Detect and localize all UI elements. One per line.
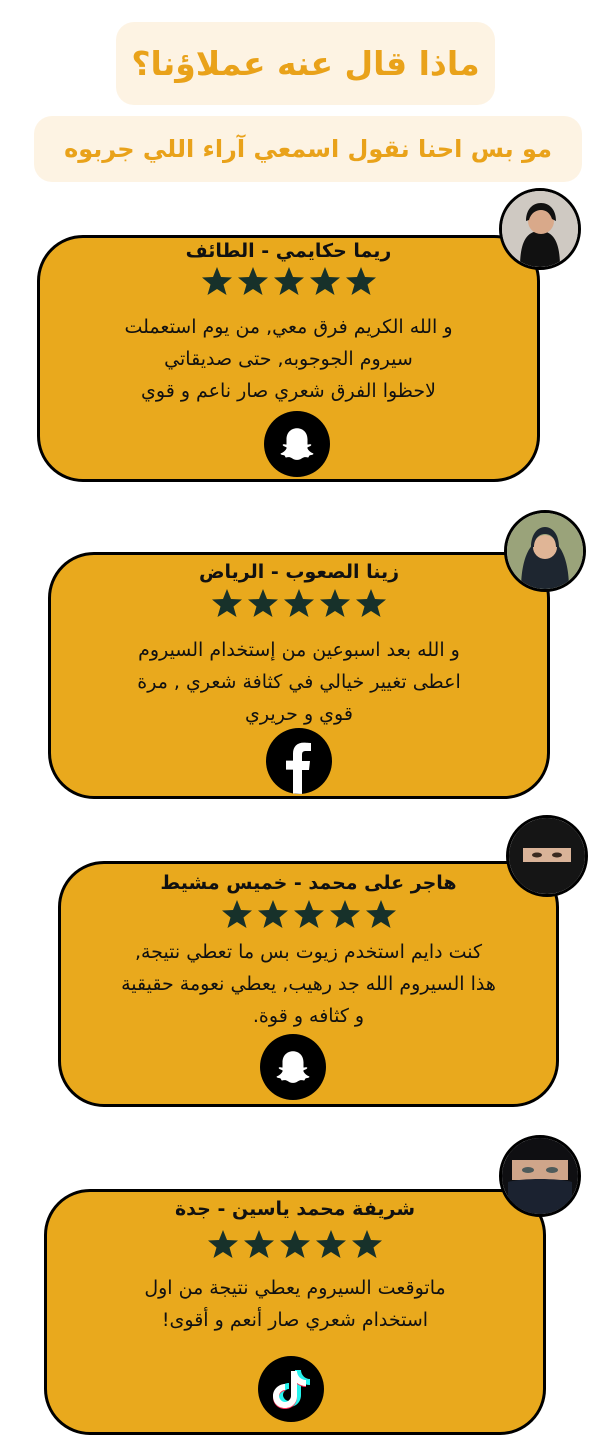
snapchat-icon[interactable] bbox=[264, 411, 330, 477]
star-icon bbox=[201, 266, 233, 296]
review-text: ماتوقعت السيروم يعطي نتيجة من اول استخدام شعري صار أنعم و أقوى! bbox=[144, 1277, 446, 1331]
review-card-2 bbox=[48, 552, 550, 799]
snapchat-icon[interactable] bbox=[260, 1034, 326, 1100]
star-icon bbox=[329, 899, 361, 929]
page-subtitle bbox=[34, 116, 582, 182]
reviewer-avatar bbox=[506, 815, 588, 897]
star-icon bbox=[207, 1229, 239, 1259]
star-icon bbox=[351, 1229, 383, 1259]
review-text: كنت دايم استخدم زيوت بس ما تعطي نتيجة, هذا السيروم الله جد رهيب, يعطي نعومة حقيقية و كثافه و قوة. bbox=[121, 941, 496, 1027]
star-icon bbox=[283, 588, 315, 618]
star-icon bbox=[243, 1229, 275, 1259]
reviewer-name: هاجر على محمد - خميس مشيط bbox=[160, 872, 457, 894]
star-icon bbox=[221, 899, 253, 929]
reviewer-avatar bbox=[499, 188, 581, 270]
reviewer-name: ريما حكايمي - الطائف bbox=[185, 240, 392, 262]
star-icon bbox=[257, 899, 289, 929]
star-icon bbox=[309, 266, 341, 296]
facebook-icon[interactable] bbox=[266, 728, 332, 794]
star-icon bbox=[211, 588, 243, 618]
tiktok-icon[interactable] bbox=[258, 1356, 324, 1422]
review-card-1 bbox=[37, 235, 540, 482]
review-text: و الله بعد اسبوعين من إستخدام السيروم اعطى تغيير خيالي في كثافة شعري , مرة قوي و حريري bbox=[137, 639, 461, 725]
star-icon bbox=[293, 899, 325, 929]
star-icon bbox=[237, 266, 269, 296]
star-icon bbox=[279, 1229, 311, 1259]
review-card-4 bbox=[44, 1189, 546, 1435]
star-icon bbox=[355, 588, 387, 618]
reviewer-avatar bbox=[504, 510, 586, 592]
reviewer-avatar bbox=[499, 1135, 581, 1217]
star-icon bbox=[345, 266, 377, 296]
review-card-3 bbox=[58, 861, 559, 1107]
star-icon bbox=[247, 588, 279, 618]
review-text: و الله الكريم فرق معي, من يوم استعملت سيروم الجوجوبه, حتى صديقاتي لاحظوا الفرق شعري صار ناعم و قوي bbox=[124, 316, 453, 402]
star-rating bbox=[51, 588, 547, 618]
page-title-text: ماذا قال عنه عملاؤنا؟ bbox=[131, 44, 480, 83]
reviewer-name: زينا الصعوب - الرياض bbox=[198, 561, 400, 583]
reviewer-name: شريفة محمد ياسين - جدة bbox=[174, 1198, 416, 1220]
star-rating bbox=[61, 899, 556, 929]
star-rating bbox=[47, 1229, 543, 1259]
page-title bbox=[116, 22, 495, 105]
star-icon bbox=[365, 899, 397, 929]
star-rating bbox=[40, 266, 537, 296]
page-subtitle-text: مو بس احنا نقول اسمعي آراء اللي جربوه bbox=[64, 135, 552, 163]
star-icon bbox=[273, 266, 305, 296]
star-icon bbox=[319, 588, 351, 618]
star-icon bbox=[315, 1229, 347, 1259]
